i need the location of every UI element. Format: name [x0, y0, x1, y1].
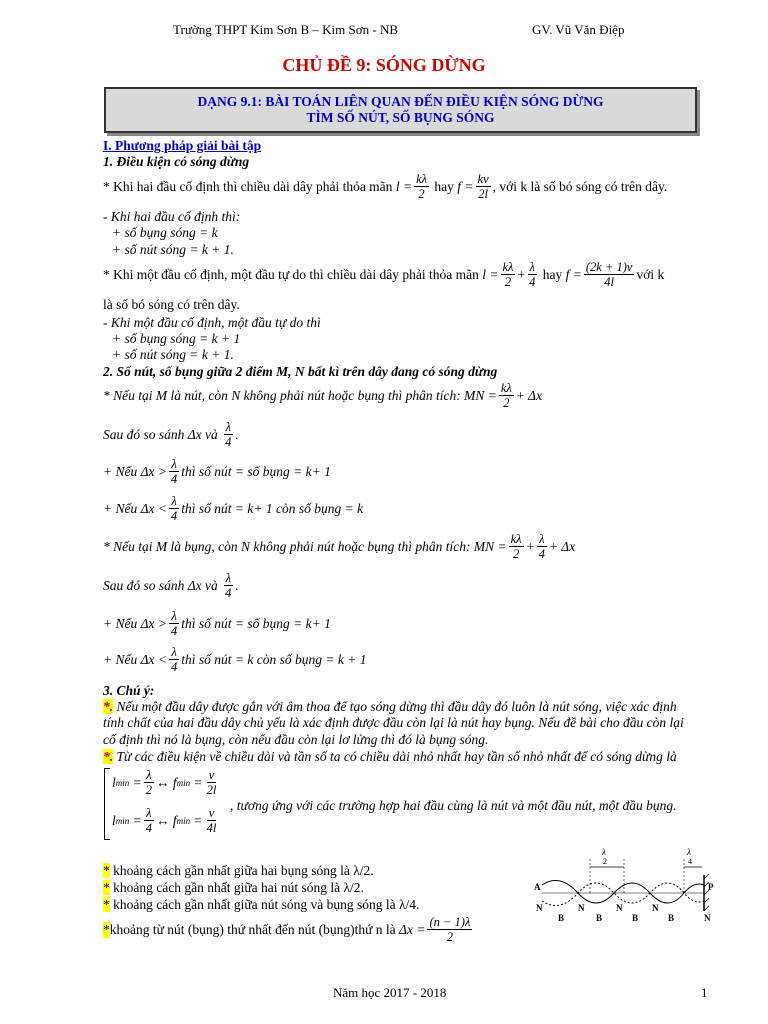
- p1-pre: * Khi hai đầu cố định thì chiều dài dây phải thỏa mãn: [103, 178, 393, 194]
- r2-den: 4: [145, 821, 153, 836]
- p2-post: với k: [636, 266, 665, 282]
- wave-curve-upper: [542, 881, 704, 904]
- label-b-2: B: [596, 913, 603, 923]
- header-teacher: GV. Vũ Văn Điệp: [532, 22, 625, 37]
- lambda-quarter-den: 4: [688, 857, 692, 866]
- c1-pre: * Nếu tại M là nút, còn N không phải nút hoặc bụng thì phân tích:: [103, 387, 461, 403]
- label-b-4: B: [668, 913, 675, 923]
- p2-frac1-den: 2: [504, 275, 512, 290]
- c1-compare-pre: Sau đó so sánh Δx và: [103, 426, 218, 442]
- r2-frac2: [205, 806, 219, 836]
- condition-one-free: [103, 260, 664, 290]
- c2-pre: * Nếu tại M là bụng, còn N không phải nút hoặc bụng thì phân tích:: [103, 538, 471, 554]
- label-p: P: [708, 882, 714, 892]
- case-m-antinode: [103, 532, 575, 562]
- list1-item-a: + số bụng sóng = k: [112, 225, 218, 240]
- c2-lt-frac: [169, 645, 179, 675]
- header-school: Trường THPT Kim Sơn B – Kim Sơn - NB: [173, 22, 399, 37]
- bullet-2-text: khoảng cách gần nhất giữa hai nút sóng là λ/2.: [109, 880, 364, 895]
- lambda-quarter-num: λ: [687, 847, 691, 857]
- p2-frac2-den: 4l: [604, 275, 615, 290]
- r2-sub: min: [115, 815, 130, 826]
- p2-frac1b: [527, 260, 537, 290]
- r2-l: l: [112, 812, 116, 828]
- wave-curve-lower: [542, 883, 704, 906]
- p2-pre: * Khi một đầu cố định, một đầu tự do thì chiều dài dây phải thỏa mãn: [103, 266, 479, 282]
- label-n-1: N: [536, 903, 543, 913]
- c1-lt-pre: + Nếu Δx <: [103, 500, 168, 516]
- p2-eq1-lhs: l =: [482, 266, 499, 282]
- heading-3: 3. Chú ý:: [103, 683, 155, 698]
- c2-lt-den: 4: [171, 660, 178, 675]
- p2-frac1-num: kλ: [502, 260, 514, 274]
- note2-text1: Từ các điều kiện về chiều dài và tần số ta có chiều dài nhỏ nhất hay tần số nhỏ nhất để có sóng dừng là: [116, 749, 677, 764]
- c2-frac2: [537, 532, 547, 562]
- r2-eq: =: [132, 812, 142, 828]
- label-n-3: N: [616, 903, 623, 913]
- label-n-5: N: [704, 913, 711, 923]
- c1-lt-frac: [169, 494, 179, 524]
- c2-gt-den: 4: [171, 624, 178, 639]
- c1-lt-post: thì số nút = k+ 1 còn số bụng = k: [181, 500, 364, 516]
- r2-f: f: [172, 812, 177, 828]
- r1-eq: =: [132, 774, 142, 790]
- c2-post: + Δx: [548, 538, 576, 554]
- c1-lhs: MN =: [464, 387, 497, 403]
- c1-frac: [499, 381, 514, 411]
- page-title: CHỦ ĐỀ 9: SÓNG DỪNG: [282, 55, 486, 75]
- p2-frac1b-den: 4: [529, 275, 536, 290]
- topic-box: [104, 87, 697, 133]
- footer-year: Năm học 2017 - 2018: [333, 985, 447, 1000]
- bullet-4-frac: [427, 915, 472, 945]
- r2-fden: 4l: [206, 821, 217, 836]
- standing-wave-figure: [532, 845, 712, 925]
- p1-hay: hay: [434, 178, 454, 194]
- r1-f-sub: min: [176, 777, 191, 788]
- r2-arrow: ↔: [156, 812, 170, 828]
- r1-fden: 2l: [206, 783, 217, 798]
- c1-compare-frac: [223, 420, 233, 450]
- r1-fnum: v: [208, 768, 215, 782]
- topic-box-line1: DẠNG 9.1: BÀI TOÁN LIÊN QUAN ĐẾN ĐIỀU KIỆN SÓNG DỪNG: [197, 94, 604, 109]
- c2-compare-frac: [223, 571, 233, 601]
- c2-gt-post: thì số nút = số bụng = k+ 1: [181, 615, 331, 631]
- p2-frac1: [501, 260, 516, 290]
- p1-frac2: [476, 172, 491, 202]
- c1-lt: [103, 494, 363, 524]
- bullet-4-num: (n − 1)λ: [429, 915, 471, 929]
- c2-compare-num: λ: [225, 571, 231, 585]
- list2-item-a: + số bụng sóng = k + 1: [112, 331, 241, 346]
- c2-plus: +: [525, 538, 535, 554]
- c2-lt-post: thì số nút = k còn số bụng = k + 1: [181, 651, 367, 667]
- bullet-1: [103, 863, 374, 879]
- bullet-3-star: *: [103, 897, 110, 912]
- bullet-1-text: khoảng cách gần nhất giữa hai bụng sóng là λ/2.: [109, 863, 374, 878]
- p1-frac1: [414, 172, 429, 202]
- c2-gt: [103, 609, 331, 639]
- case-m-node: [103, 381, 542, 411]
- bullet-4: [103, 915, 474, 945]
- c1-compare: Sau đó so sánh Δx và $\frac{\lambda}{4}$ .: [103, 420, 239, 450]
- c2-compare-den: 4: [225, 586, 232, 601]
- bullet-4-den: 2: [446, 930, 454, 945]
- r1-sub: min: [115, 777, 130, 788]
- r1-f-eq: =: [193, 774, 203, 790]
- r1-frac1: [144, 768, 154, 798]
- lambda-half-den: 2: [603, 857, 607, 866]
- r2-fnum: v: [208, 806, 215, 820]
- note2-star: *.: [103, 749, 114, 764]
- c2-lhs: MN =: [473, 538, 507, 554]
- label-n-2: N: [578, 903, 585, 913]
- bullet-2: [103, 880, 364, 896]
- c1-lt-den: 4: [171, 509, 178, 524]
- r1-den: 2: [145, 783, 153, 798]
- c2-lt: [103, 645, 366, 675]
- p2-plus: +: [517, 266, 526, 282]
- note1-line2: tính chất của hai đầu dây chủ yếu là xác định được đầu còn lại là nút hay bụng. Nếu đề bài cho đầu còn lại: [103, 715, 684, 730]
- p1-post: , với k là số bó sóng có trên dây.: [492, 178, 668, 194]
- bullet-1-star: *: [103, 863, 110, 878]
- note2-row2: [112, 806, 220, 836]
- r2-num: λ: [146, 806, 152, 820]
- c2-frac2-num: λ: [539, 532, 545, 546]
- c1-gt-den: 4: [171, 472, 178, 487]
- c2-lt-pre: + Nếu Δx <: [103, 651, 168, 667]
- bullet-3: [103, 897, 419, 913]
- footer-page-number: 1: [701, 985, 708, 1000]
- p1-eq2-lhs: f =: [457, 178, 474, 194]
- c1-compare-den: 4: [225, 435, 232, 450]
- c2-frac2-den: 4: [538, 547, 545, 562]
- c1-frac-num: kλ: [500, 381, 512, 395]
- heading-1: 1. Điều kiện có sóng dừng: [103, 154, 250, 169]
- c1-gt: [103, 457, 331, 487]
- list2-title: - Khi một đầu cố định, một đầu tự do thì: [103, 315, 321, 330]
- system-bracket: [104, 768, 110, 840]
- c1-post: + Δx: [515, 387, 542, 403]
- note1-star: *.: [103, 699, 114, 714]
- p2-eq2-lhs: f =: [565, 266, 582, 282]
- c1-gt-frac: [169, 457, 179, 487]
- bullet-4-lhs: Δx =: [399, 921, 426, 937]
- r1-f: f: [172, 774, 177, 790]
- list1-title: - Khi hai đầu cố định thì:: [103, 209, 241, 224]
- c2-compare-pre: Sau đó so sánh Δx và: [103, 577, 218, 593]
- c1-lt-num: λ: [171, 494, 177, 508]
- c1-gt-post: thì số nút = số bụng = k+ 1: [181, 463, 331, 479]
- label-b-3: B: [632, 913, 639, 923]
- p1-eq1-lhs: l =: [395, 178, 413, 194]
- r1-frac2: [205, 768, 219, 798]
- c1-frac-den: 2: [503, 396, 510, 411]
- label-n-4: N: [652, 903, 659, 913]
- note1-text1: Nếu một đầu dây được gắn với âm thoa để tạo sóng dừng thì đầu dây đó luôn là nút sóng, việc xác định: [116, 699, 677, 714]
- condition-both-fixed: [103, 172, 667, 202]
- bullet-3-text: khoảng cách gần nhất giữa nút sóng và bụng sóng là λ/4.: [109, 897, 420, 912]
- p1-frac1-num: kλ: [416, 172, 428, 186]
- note1-line1: [103, 699, 677, 715]
- bullet-4-text: khoảng từ nút (bụng) thứ nhất đến nút (bụng)thứ n là: [109, 921, 396, 937]
- c2-gt-frac: [169, 609, 179, 639]
- label-a: A: [534, 882, 541, 892]
- c1-gt-num: λ: [171, 457, 177, 471]
- p1-frac1-den: 2: [418, 187, 425, 202]
- p2-frac2-num: (2k + 1)v: [585, 260, 633, 274]
- list2-item-b: + số nút sóng = k + 1.: [112, 347, 234, 362]
- r2-f-eq: =: [193, 812, 203, 828]
- list1-item-b: + số nút sóng = k + 1.: [112, 242, 234, 257]
- label-b-1: B: [558, 913, 565, 923]
- note2-line1: [103, 749, 677, 765]
- c2-lt-num: λ: [171, 645, 177, 659]
- note2-post: , tương ứng với các trường hợp hai đầu cùng là nút và một đầu nút, một đầu bụng.: [230, 798, 677, 813]
- p1-frac2-num: kv: [477, 172, 489, 186]
- p2-hay: hay: [542, 266, 563, 282]
- r1-arrow: ↔: [156, 774, 170, 790]
- p2-frac2: [584, 260, 635, 290]
- note2-row1: [112, 768, 220, 798]
- p2-line2: là số bó sóng có trên dây.: [103, 297, 240, 312]
- heading-2: 2. Số nút, số bụng giữa 2 điểm M, N bất kì trên dây đang có sóng dừng: [103, 364, 498, 379]
- c2-frac1-den: 2: [512, 547, 520, 562]
- p1-frac2-den: 2l: [478, 187, 488, 202]
- bullet-2-star: *: [103, 880, 110, 895]
- topic-box-line2: TÌM SỐ NÚT, SỐ BỤNG SÓNG: [306, 110, 495, 125]
- c2-frac1: [509, 532, 524, 562]
- lambda-half-num: λ: [602, 847, 606, 857]
- p2-frac1b-num: λ: [529, 260, 535, 274]
- section-heading: I. Phương pháp giải bài tập: [103, 138, 262, 153]
- c2-compare: Sau đó so sánh Δx và $\frac{\lambda}{4}$ .: [103, 571, 239, 601]
- c1-gt-pre: + Nếu Δx >: [103, 463, 168, 479]
- c2-gt-pre: + Nếu Δx >: [103, 615, 168, 631]
- r1-num: λ: [146, 768, 152, 782]
- r2-f-sub: min: [176, 815, 191, 826]
- c1-compare-num: λ: [225, 420, 231, 434]
- c2-gt-num: λ: [171, 609, 177, 623]
- bullet-4-star: *: [103, 921, 110, 937]
- c2-frac1-num: kλ: [510, 532, 522, 546]
- note1-line3: cố định thì nó là bụng, còn nếu đầu còn lại lơ lửng thì đó là bụng sóng.: [103, 732, 489, 747]
- r2-frac1: [144, 806, 154, 836]
- r1-l: l: [112, 774, 116, 790]
